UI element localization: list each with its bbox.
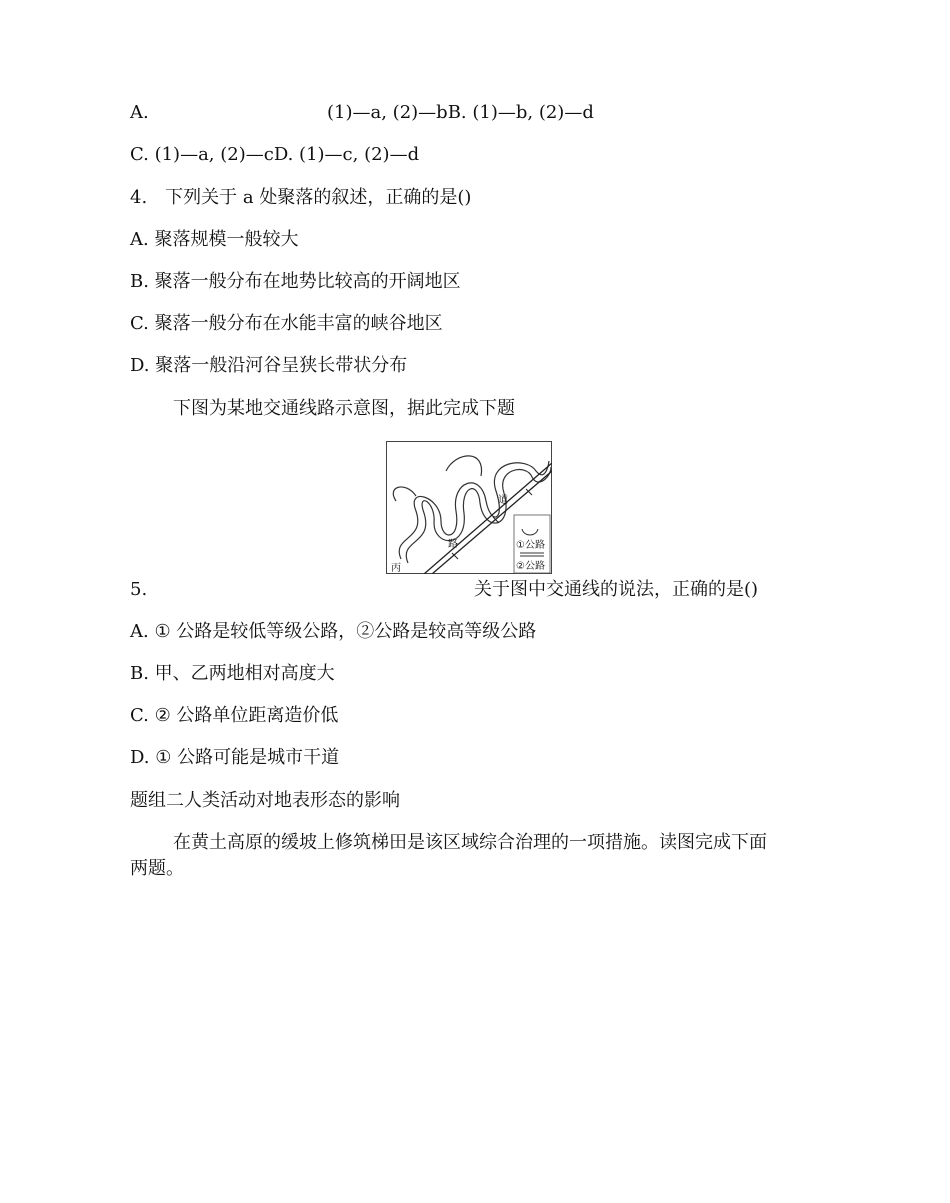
group2-title: 题组二人类活动对地表形态的影响 bbox=[130, 790, 400, 811]
q4-option-d: D. 聚落一般沿河谷呈狭长带状分布 bbox=[130, 355, 408, 376]
q5-option-b: B. 甲、乙两地相对高度大 bbox=[130, 663, 335, 684]
legend-road2-label: ②公路 bbox=[516, 561, 545, 572]
q5-option-d: D. ① 公路可能是城市干道 bbox=[130, 747, 340, 768]
q5-number: 5. bbox=[130, 579, 148, 600]
q4-option-b: B. 聚落一般分布在地势比较高的开阔地区 bbox=[130, 271, 461, 292]
figure-label-dao: 道 bbox=[498, 495, 508, 506]
q4-option-c: C. 聚落一般分布在水能丰富的峡谷地区 bbox=[130, 313, 443, 334]
figure-legend bbox=[514, 515, 550, 573]
transport-route-figure bbox=[386, 441, 552, 574]
q5-option-a: A. ① 公路是较低等级公路，②公路是较高等级公路 bbox=[130, 621, 537, 642]
q5-stem: 关于图中交通线的说法，正确的是() bbox=[474, 579, 759, 600]
q3-option-a-label: A. bbox=[130, 102, 149, 123]
q4-stem: 4. 下列关于 a 处聚落的叙述，正确的是() bbox=[130, 187, 472, 208]
figure-label-lu: 路 bbox=[448, 539, 458, 550]
q3-option-c-d-text: C. (1)—a, (2)—cD. (1)—c, (2)—d bbox=[130, 144, 420, 165]
transport-intro: 下图为某地交通线路示意图，据此完成下题 bbox=[173, 398, 515, 419]
q3-option-a-b-text: (1)—a, (2)—bB. (1)—b, (2)—d bbox=[327, 102, 594, 123]
q5-option-c: C. ② 公路单位距离造价低 bbox=[130, 705, 339, 726]
q4-option-a: A. 聚落规模一般较大 bbox=[130, 229, 299, 250]
loess-intro-line1: 在黄土高原的缓坡上修筑梯田是该区域综合治理的一项措施。读图完成下面 bbox=[173, 832, 767, 853]
figure-label-bing: 丙 bbox=[391, 563, 401, 574]
legend-road1-label: ①公路 bbox=[516, 540, 545, 551]
loess-intro-line2: 两题。 bbox=[130, 858, 184, 879]
